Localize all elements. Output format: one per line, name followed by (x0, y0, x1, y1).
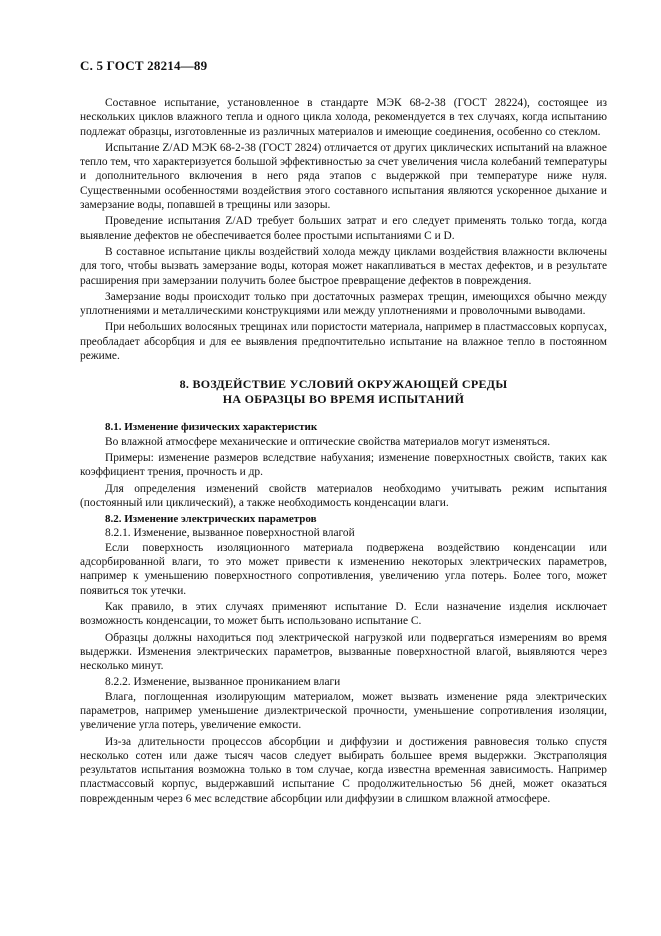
intro-paragraph-3: Проведение испытания Z/AD требует больших затрат и его следует применять только тогда, когда выявление дефектов не обеспечивается более простыми испытаниями С и D. (80, 215, 607, 242)
intro-paragraph-1: Составное испытание, установленное в стандарте МЭК 68-2-38 (ГОСТ 28224), состоящее из нескольких циклов влажного тепла и одного цикла холода, рекомендуется в тех случаях, когда испытанию подлежат образцы, изготовленные из различных материалов и имеющие соединения, особенно со стеклом. (80, 97, 607, 138)
section-8-1-paragraph-1: Во влажной атмосфере механические и оптические свойства материалов могут изменяться. (105, 435, 551, 448)
section-8-2-1-paragraph-2: Как правило, в этих случаях применяют испытание D. Если назначение изделия исключает возможность конденсации, то может быть использовано испытание С. (80, 600, 607, 628)
section-8-title (80, 377, 607, 406)
page-header: С. 5 ГОСТ 28214—89 (80, 58, 208, 73)
section-8-2-2-heading: 8.2.2. Изменение, вызванное прониканием влаги (105, 676, 341, 689)
section-8-2-2-paragraph-1: Влага, поглощенная изолирующим материалом, может вызвать изменение ряда электрических параметров, например уменьшение диэлектрической прочности, уменьшение сопротивления изоляции, увеличение угла потерь, увеличение емкости. (80, 690, 607, 732)
section-8-1-heading: 8.1. Изменение физических характеристик (105, 421, 318, 434)
section-8-title-line-2: НА ОБРАЗЦЫ ВО ВРЕМЯ ИСПЫТАНИЙ (222, 391, 465, 406)
section-8-2-1-paragraph-1: Если поверхность изоляционного материала подвержена воздействию конденсации или адсорбированной влаги, то это может привести к изменению некоторых электрических параметров, например к уменьшению поверхностного сопротивления, увеличению угла потерь. Более того, может появиться ток утечки. (80, 541, 607, 597)
section-8-2-1-paragraph-3: Образцы должны находиться под электрической нагрузкой или подвергаться измерениям во время выдержки. Изменения электрических параметров, вызванные поверхностной влагой, выявляются через несколько минут. (80, 631, 607, 673)
intro-paragraph-5: Замерзание воды происходит только при достаточных размерах трещин, имеющихся обычно между уплотнениями и металлическими конструкциями или между уплотнениями и проволочными выводами. (80, 290, 607, 318)
section-8-2-1-heading: 8.2.1. Изменение, вызванное поверхностной влагой (105, 527, 355, 540)
intro-paragraph-2: Испытание Z/AD МЭК 68-2-38 (ГОСТ 2824) отличается от других циклических испытаний на влажное тепло тем, что характеризуется большой эффективностью за счет увеличения числа колебаний температуры и дополнительного включения в него ряда этапов с выдержкой при температуре ниже нуля. Существенными особенностями воздействия этого составного испытания являются ускоренное дыхание и замерзание воды, попавшей в трещины или зазоры. (80, 141, 607, 212)
section-8-1-paragraph-3: Для определения изменений свойств материалов необходимо учитывать режим испытания (постоянный или циклический), а также необходимость конденсации влаги. (80, 482, 607, 509)
section-8-2-2-paragraph-2: Из-за длительности процессов абсорбции и диффузии и достижения равновесия только спустя несколько сотен или даже тысяч часов следует выбирать большее время выдержки. Экстраполяция результатов испытания возможна только в том случае, когда известна временная зависимость. Например пластмассовый корпус, выдержавший испытание С продолжительностью 56 дней, может оказаться поврежденным через 6 мес вследствие абсорбции или диффузии в слишком влажной атмосфере. (80, 735, 607, 805)
intro-paragraph-4: В составное испытание циклы воздействий холода между циклами воздействия влажности включены для того, чтобы вызвать замерзание воды, которая может накапливаться в местах дефектов, и в результате расширения при замерзании получить более быстрое превращение дефектов в повреждения. (80, 245, 607, 287)
intro-paragraph-6: При небольших волосяных трещинах или пористости материала, например в пластмассовых корпусах, преобладает абсорбция и для ее выявления предпочтительно испытание на влажное тепло в постоянном режиме. (80, 321, 607, 363)
document-body (80, 96, 607, 808)
section-8-1-paragraph-2: Примеры: изменение размеров вследствие набухания; изменение поверхностных свойств, таких как коэффициент трения, прочность и др. (80, 451, 607, 479)
section-8-title-line-1: 8. ВОЗДЕЙСТВИЕ УСЛОВИЙ ОКРУЖАЮЩЕЙ СРЕДЫ (179, 377, 508, 392)
section-8-2-heading: 8.2. Изменение электрических параметров (105, 513, 317, 526)
